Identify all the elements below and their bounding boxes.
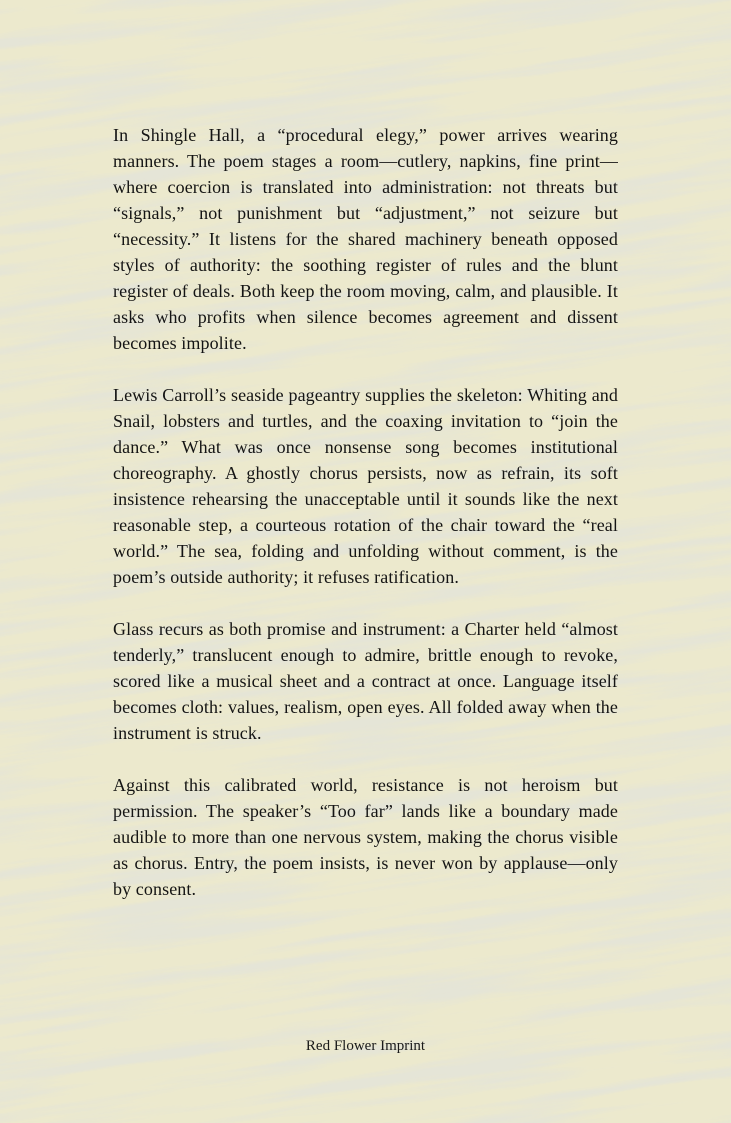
paragraph-glass: Glass recurs as both promise and instrument: a Charter held “almost tenderly,” translucent enough to admire, brittle enough to revoke, scored like a musical sheet and a contract at once. Language itself becomes cloth: values, realism, open eyes. All folded away when the instrument is struck.	[113, 619, 618, 743]
publisher-imprint: Red Flower Imprint	[305, 1038, 426, 1054]
paragraph-resistance: Against this calibrated world, resistance is not heroism but permission. The speaker’s “Too far” lands like a boundary made audible to more than one nervous system, making the chorus visible as chorus. Entry, the poem insists, is never won by applause—only by consent.	[113, 775, 618, 899]
paragraph-lewis-carroll: Lewis Carroll’s seaside pageantry supplies the skeleton: Whiting and Snail, lobsters and turtles, and the coaxing invitation to “join the dance.” What was once nonsense song becomes institutional choreography. A ghostly chorus persists, now as refrain, its soft insistence rehearsing the unacceptable until it sounds like the next reasonable step, a courteous rotation of the chair toward the “real world.” The sea, folding and unfolding without comment, is the poem’s outside authority; it refuses ratification.	[113, 385, 618, 587]
paragraph-shingle-hall: In Shingle Hall, a “procedural elegy,” power arrives wearing manners. The poem stages a room—cutlery, napkins, fine print—where coercion is translated into administration: not threats but “signals,” not punishment but “adjustment,” not seizure but “necessity.” It listens for the shared machinery beneath opposed styles of authority: the soothing register of rules and the blunt register of deals. Both keep the room moving, calm, and plausible. It asks who profits when silence becomes agreement and dissent becomes impolite.	[113, 125, 618, 353]
essay-body	[113, 122, 618, 928]
